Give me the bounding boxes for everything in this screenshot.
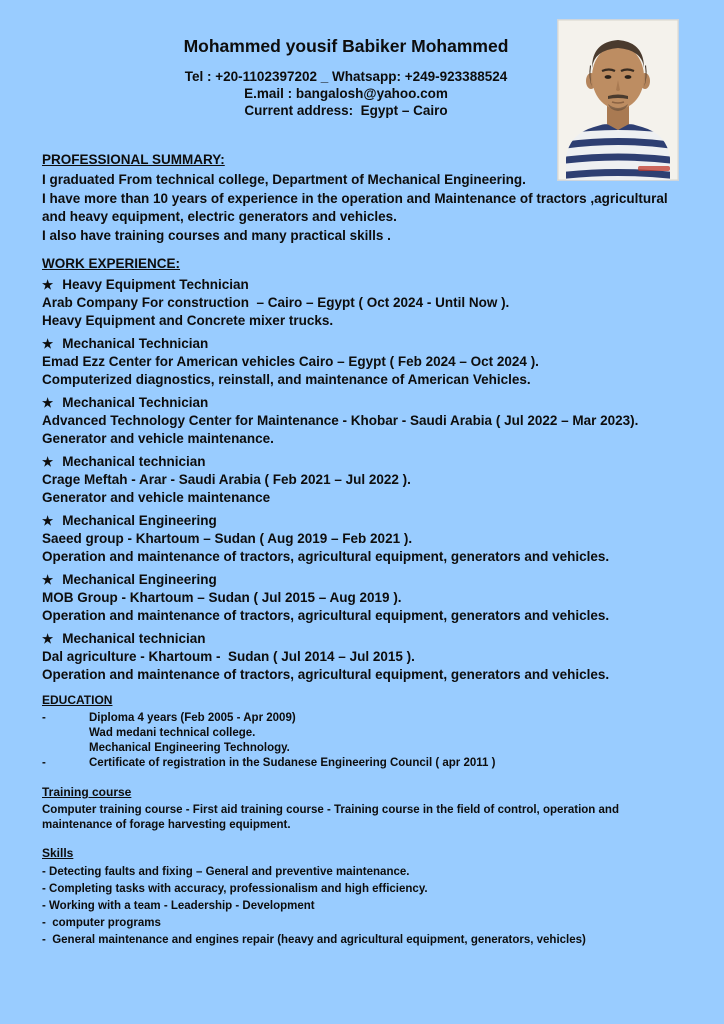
education-text: Certificate of registration in the Sudanese Engineering Council ( apr 2011 ) <box>89 757 496 769</box>
dash-bullet <box>42 741 89 756</box>
star-bullet-icon: ★ <box>42 337 54 351</box>
job-title: Mechanical Technician <box>62 336 209 351</box>
job-entry <box>42 571 686 625</box>
training-course-title: Training course <box>42 785 132 799</box>
star-bullet-icon: ★ <box>42 455 54 469</box>
job-entry <box>42 394 686 448</box>
education-text: Mechanical Engineering Technology. <box>89 742 290 754</box>
education-text: Wad medani technical college. <box>89 727 256 739</box>
email-line: E.mail : bangalosh@yahoo.com <box>244 86 448 101</box>
work-experience-title: WORK EXPERIENCE: <box>42 256 181 271</box>
job-entry <box>42 512 686 566</box>
portrait-photo <box>558 20 678 180</box>
job-company-line: MOB Group - Khartoum – Sudan ( Jul 2015 – Aug 2019 ). <box>42 590 402 605</box>
job-description: Operation and maintenance of tractors, agricultural equipment, generators and vehicles. <box>42 608 610 623</box>
star-bullet-icon: ★ <box>42 396 54 410</box>
job-title: Mechanical technician <box>62 454 206 469</box>
job-title-row <box>42 335 686 353</box>
job-title: Mechanical Engineering <box>62 572 217 587</box>
job-title-row <box>42 630 686 648</box>
training-course-section <box>42 785 686 833</box>
phone-whatsapp-line: Tel : +20-1102397202 _ Whatsapp: +249-923388524 <box>184 69 508 84</box>
work-experience-section <box>42 255 686 684</box>
education-title: EDUCATION <box>42 693 113 707</box>
job-company-line: Advanced Technology Center for Maintenance - Khobar - Saudi Arabia ( Jul 2022 – Mar 2023). <box>42 413 639 428</box>
job-description: Operation and maintenance of tractors, agricultural equipment, generators and vehicles. <box>42 549 610 564</box>
dash-bullet <box>42 726 89 741</box>
skill-item: - Completing tasks with accuracy, professionalism and high efficiency. <box>42 883 428 895</box>
star-bullet-icon: ★ <box>42 632 54 646</box>
person-name: Mohammed yousif Babiker Mohammed <box>183 36 509 56</box>
professional-summary-title: PROFESSIONAL SUMMARY: <box>42 152 225 167</box>
skill-item: - Detecting faults and fixing – General and preventive maintenance. <box>42 866 410 878</box>
training-course-text: Computer training course - First aid training course - Training course in the field of control, operation and maintenance of forage harvesting equipment. <box>42 804 623 831</box>
skill-item: - Working with a team - Leadership - Development <box>42 900 315 912</box>
star-bullet-icon: ★ <box>42 573 54 587</box>
job-entry <box>42 335 686 389</box>
job-entry <box>42 276 686 330</box>
job-company-line: Arab Company For construction – Cairo – Egypt ( Oct 2024 - Until Now ). <box>42 295 510 310</box>
dash-bullet: - <box>42 712 46 724</box>
education-row <box>42 726 686 741</box>
job-title: Mechanical Engineering <box>62 513 217 528</box>
education-section <box>42 693 686 771</box>
job-company-line: Saeed group - Khartoum – Sudan ( Aug 2019 – Feb 2021 ). <box>42 531 413 546</box>
job-title: Mechanical Technician <box>62 395 209 410</box>
star-bullet-icon: ★ <box>42 514 54 528</box>
education-row <box>42 756 686 771</box>
job-company-line: Dal agriculture - Khartoum - Sudan ( Jul 2014 – Jul 2015 ). <box>42 649 415 664</box>
job-description: Computerized diagnostics, reinstall, and maintenance of American Vehicles. <box>42 372 531 387</box>
job-title-row <box>42 453 686 471</box>
photo-watermark <box>638 166 670 171</box>
job-title-row <box>42 276 686 294</box>
skills-section <box>42 846 686 949</box>
job-title: Heavy Equipment Technician <box>62 277 249 292</box>
education-text: Diploma 4 years (Feb 2005 - Apr 2009) <box>89 712 296 724</box>
job-description: Generator and vehicle maintenance <box>42 490 271 505</box>
job-title-row <box>42 571 686 589</box>
job-title-row <box>42 394 686 412</box>
job-description: Heavy Equipment and Concrete mixer trucks. <box>42 313 334 328</box>
skill-item: - General maintenance and engines repair (heavy and agricultural equipment, generators, vehicles) <box>42 934 586 946</box>
summary-line: I also have training courses and many practical skills . <box>42 227 391 243</box>
summary-line: I graduated From technical college, Department of Mechanical Engineering. <box>42 172 526 187</box>
skills-title: Skills <box>42 846 74 860</box>
job-title-row <box>42 512 686 530</box>
job-description: Generator and vehicle maintenance. <box>42 431 274 446</box>
skill-item: - computer programs <box>42 917 161 929</box>
address-line: Current address: Egypt – Cairo <box>244 103 448 118</box>
job-entry <box>42 630 686 684</box>
summary-line: I have more than 10 years of experience in the operation and Maintenance of tractors ,agricultural and heavy equipment, electric generators and vehicles. <box>42 190 672 224</box>
job-title: Mechanical technician <box>62 631 206 646</box>
portrait-photo-drawing <box>558 20 678 180</box>
job-company-line: Emad Ezz Center for American vehicles Cairo – Egypt ( Feb 2024 – Oct 2024 ). <box>42 354 539 369</box>
education-row <box>42 741 686 756</box>
dash-bullet: - <box>42 757 46 769</box>
education-row <box>42 711 686 726</box>
job-company-line: Crage Meftah - Arar - Saudi Arabia ( Feb 2021 – Jul 2022 ). <box>42 472 411 487</box>
job-description: Operation and maintenance of tractors, agricultural equipment, generators and vehicles. <box>42 667 610 682</box>
job-entry <box>42 453 686 507</box>
star-bullet-icon: ★ <box>42 278 54 292</box>
